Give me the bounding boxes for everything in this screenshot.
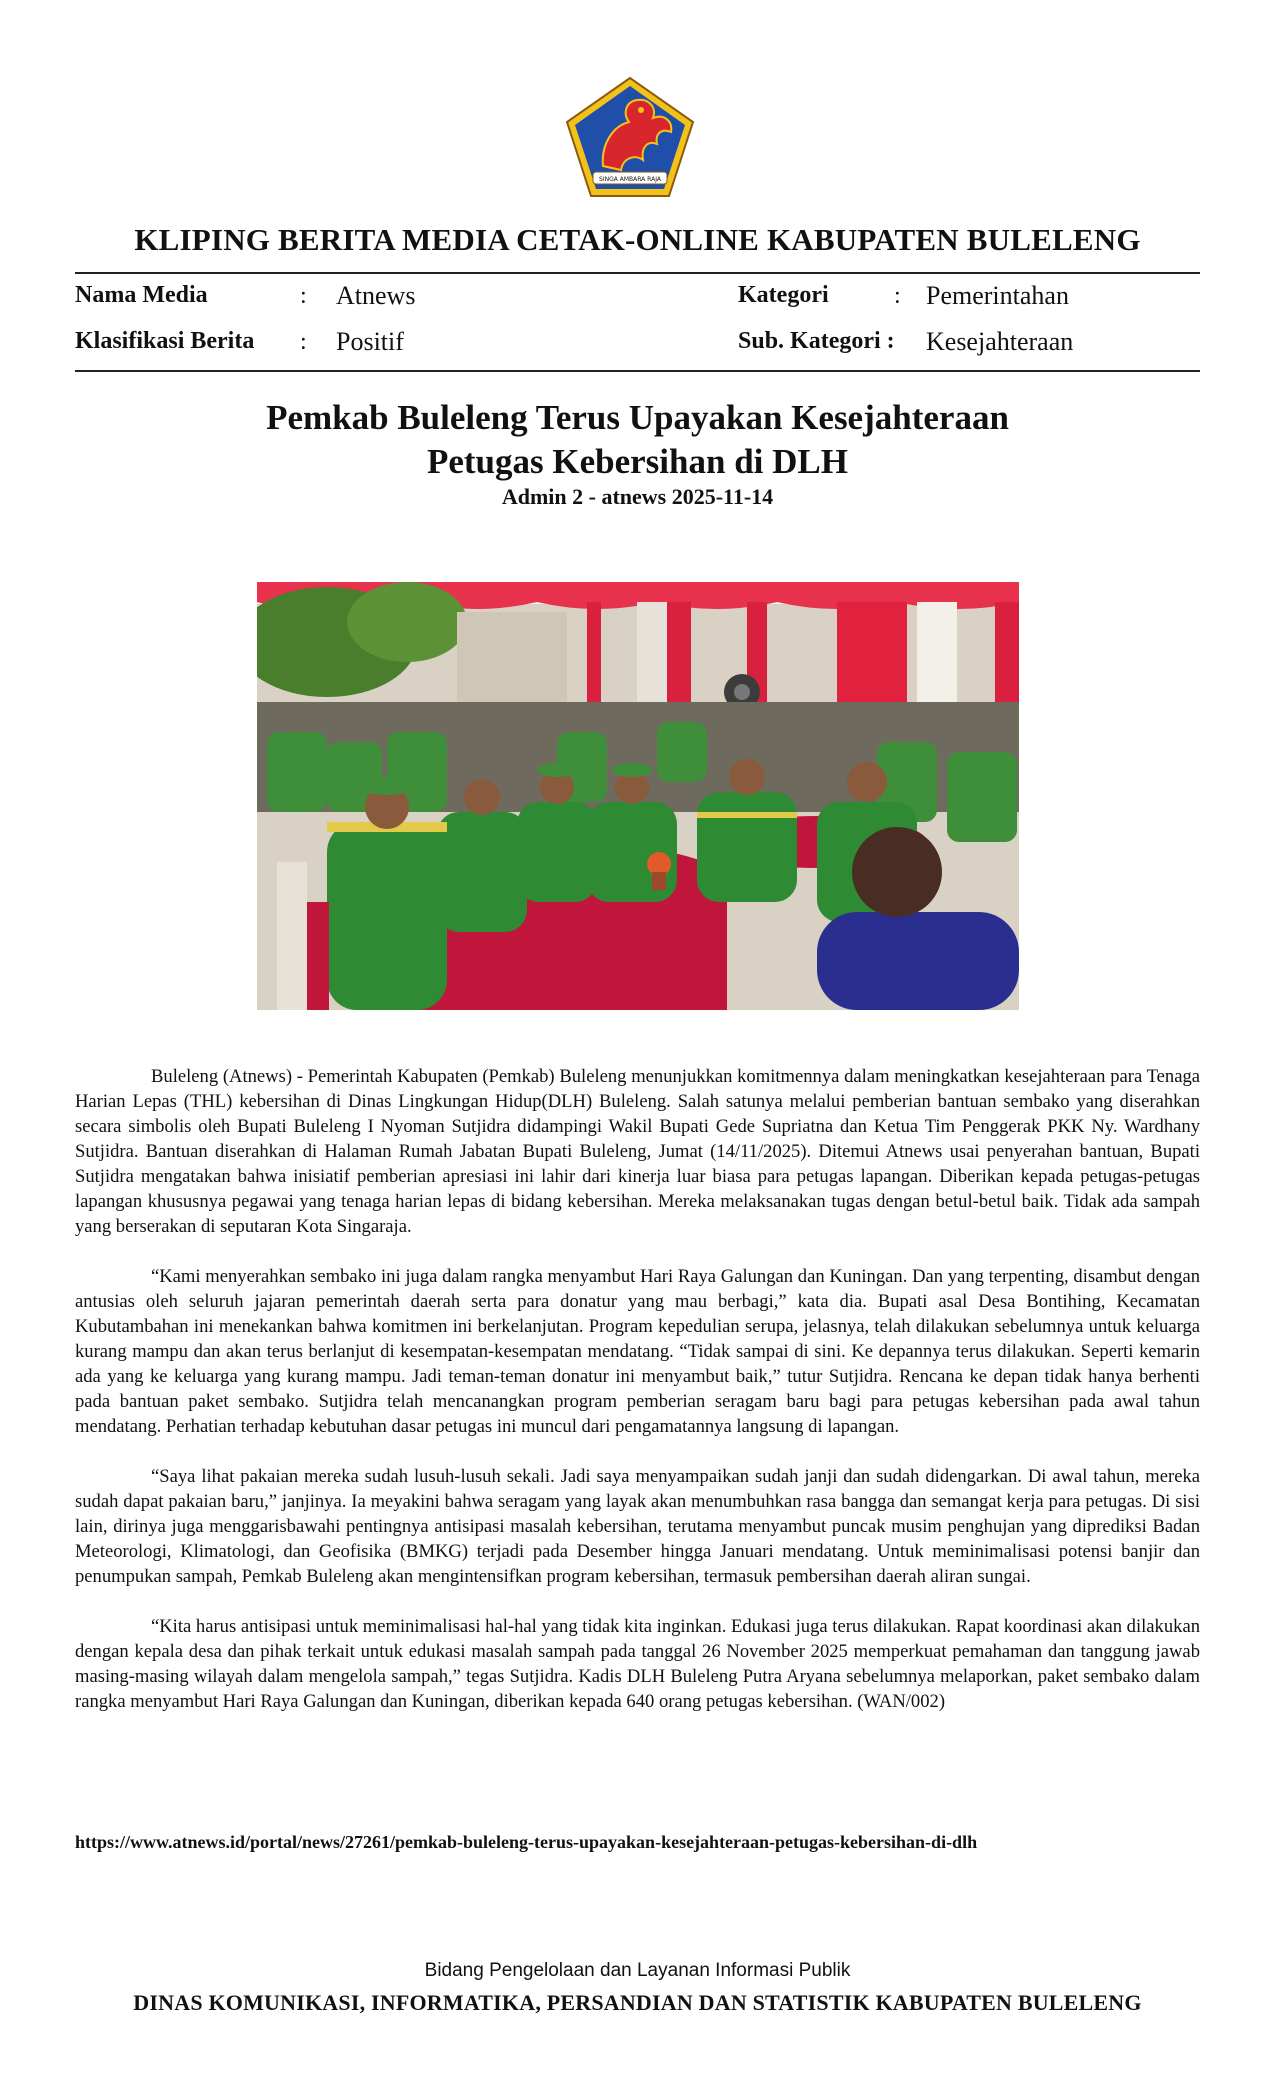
header-divider-top bbox=[75, 272, 1200, 274]
article-byline: Admin 2 - atnews 2025-11-14 bbox=[501, 484, 774, 509]
kategori-value: Pemerintahan bbox=[926, 281, 1069, 310]
klasifikasi-berita-colon: : bbox=[300, 329, 307, 355]
source-link[interactable]: https://www.atnews.id/portal/news/27261/pemkab-buleleng-terus-upayakan-kesejahteraan-petugas-kebersihan-di-dlh bbox=[75, 1832, 978, 1852]
buleleng-emblem-logo bbox=[563, 74, 697, 200]
article-paragraph-1: Buleleng (Atnews) - Pemerintah Kabupaten (Pemkab) Buleleng menunjukkan komitmennya dalam meningkatkan kesejahteraan para Tenaga Harian Lepas (THL) kebersihan di Dinas Lingkungan Hidup(DLH) Buleleng. Salah satunya melalui pemberian bantuan sembako yang diserahkan secara simbolis oleh Bupati Buleleng I Nyoman Sutjidra didampingi Wakil Bupati Gede Supriatna dan Ketua Tim Penggerak PKK Ny. Wardhany Sutjidra. Bantuan diserahkan di Halaman Rumah Jabatan Bupati Buleleng, Jumat (14/11/2025). Ditemui Atnews usai penyerahan bantuan, Bupati Sutjidra mengatakan bahwa inisiatif pemberian apresiasi ini lahir dari kinerja luar biasa para petugas lapangan. Diberikan kepada petugas-petugas lapangan khususnya pegawai yang tenaga harian lepas di bidang kebersihan. Mereka melaksanakan tugas dengan betul-betul baik. Tidak ada sampah yang berserakan di seputaran Kota Singaraja. bbox=[75, 1066, 1200, 1237]
logo-motto: SINGA AMBARA RAJA bbox=[599, 176, 661, 183]
nama-media-value: Atnews bbox=[336, 281, 416, 310]
kategori-label: Kategori bbox=[738, 282, 829, 308]
article-title-line-2: Petugas Kebersihan di DLH bbox=[426, 442, 848, 481]
kategori-colon: : bbox=[894, 283, 901, 309]
sub-kategori-label: Sub. Kategori : bbox=[738, 328, 895, 354]
sub-kategori-value: Kesejahteraan bbox=[926, 327, 1074, 356]
article-paragraph-4: “Kita harus antisipasi untuk meminimalisasi hal-hal yang tidak kita inginkan. Edukasi juga terus dilakukan. Rapat koordinasi akan dilakukan dengan kepala desa dan pihak terkait untuk edukasi masalah sampah pada tanggal 26 November 2025 memperkuat pemahaman dan tanggung jawab masing-masing wilayah dalam mengelola sampah,” tegas Sutjidra. Kadis DLH Buleleng Putra Aryana sebelumnya melaporkan, paket sembako dalam rangka menyambut Hari Raya Galungan dan Kuningan, diberikan kepada 640 orang petugas kebersihan. (WAN/002) bbox=[75, 1616, 1200, 1712]
article-paragraph-2: “Kami menyerahkan sembako ini juga dalam rangka menyambut Hari Raya Galungan dan Kuningan. Dan yang terpenting, disambut dengan antusias oleh seluruh jajaran pemerintah daerah serta para donatur yang mau berbagi,” kata dia. Bupati asal Desa Bontihing, Kecamatan Kubutambahan ini menekankan bahwa komitmen ini berkelanjutan. Program kepedulian serupa, jelasnya, telah dilakukan sebelumnya untuk keluarga kurang mampu dan akan terus berlanjut di kesempatan-kesempatan mendatang. “Tidak sampai di sini. Ke depannya terus dilakukan. Seperti kemarin ada yang ke keluarga yang kurang mampu. Jadi teman-teman donatur ini menyambut baik,” tutur Sutjidra. Rencana ke depan tidak hanya berhenti pada bantuan paket sembako. Sutjidra telah mencanangkan program pemberian seragam baru bagi para petugas kebersihan pada awal tahun mendatang. Perhatian terhadap kebutuhan dasar petugas ini muncul dari pengamatannya langsung di lapangan. bbox=[75, 1266, 1200, 1437]
nama-media-colon: : bbox=[300, 283, 307, 309]
klasifikasi-berita-label: Klasifikasi Berita bbox=[75, 328, 255, 354]
klasifikasi-berita-value: Positif bbox=[336, 327, 404, 356]
article-title-line-1: Pemkab Buleleng Terus Upayakan Kesejahteraan bbox=[266, 398, 1009, 437]
footer-agency: DINAS KOMUNIKASI, INFORMATIKA, PERSANDIAN DAN STATISTIK KABUPATEN BULELENG bbox=[133, 1990, 1142, 2015]
article-body bbox=[75, 1064, 1200, 1739]
nama-media-label: Nama Media bbox=[75, 282, 208, 308]
article-photo bbox=[257, 582, 1019, 1010]
header-divider-bottom bbox=[75, 370, 1200, 372]
article-title bbox=[0, 396, 1275, 484]
clipping-header-title: KLIPING BERITA MEDIA CETAK-ONLINE KABUPATEN BULELENG bbox=[134, 222, 1141, 257]
article-paragraph-3: “Saya lihat pakaian mereka sudah lusuh-lusuh sekali. Jadi saya menyampaikan sudah janji dan sudah didengarkan. Di awal tahun, mereka sudah dapat pakaian baru,” janjinya. Ia meyakini bahwa seragam yang layak akan menumbuhkan rasa bangga dan semangat kerja para petugas. Di sisi lain, dirinya juga menggarisbawahi pentingnya antisipasi masalah kebersihan, terutama menyambut puncak musim penghujan yang diprediksi Badan Meteorologi, Klimatologi, dan Geofisika (BMKG) terjadi pada Desember hingga Januari mendatang. Untuk meminimalisasi potensi banjir dan penumpukan sampah, Pemkab Buleleng akan mengintensifkan program kebersihan, termasuk pembersihan daerah aliran sungai. bbox=[75, 1466, 1200, 1587]
footer-division: Bidang Pengelolaan dan Layanan Informasi Publik bbox=[424, 1960, 851, 1981]
